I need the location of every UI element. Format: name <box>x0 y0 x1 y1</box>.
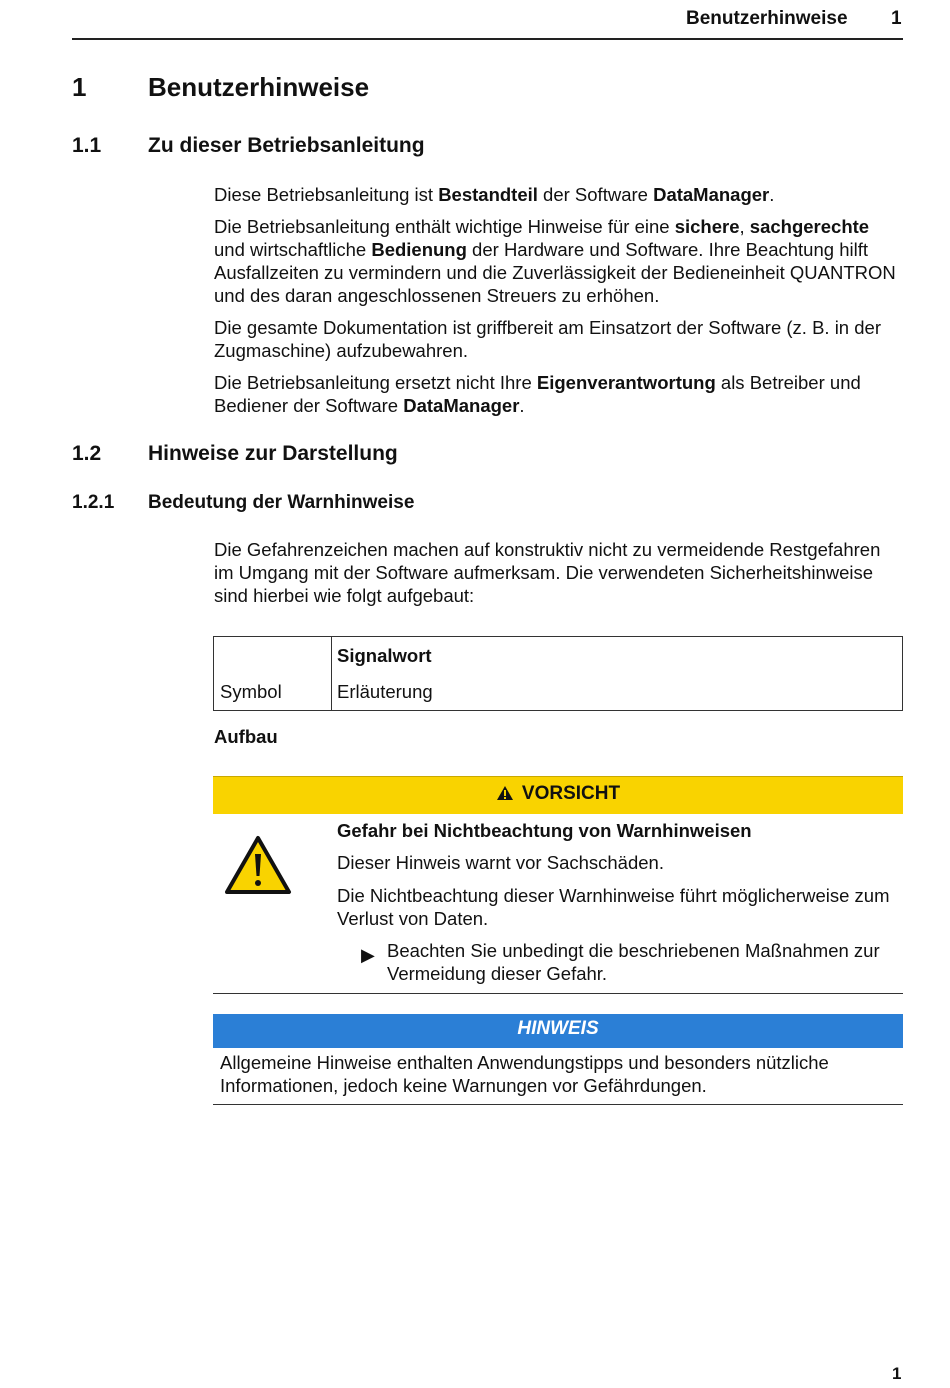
warning-intro-paragraph: Die Gefahrenzeichen machen auf konstruktiv nicht zu vermeidende Restgefahren im Umgang mit der Software aufmerksam. Die verwendeten Sicherheitshinweise sind hierbei wie folgt aufgebaut: <box>214 539 881 606</box>
structure-table <box>213 636 903 711</box>
note-text: Allgemeine Hinweise enthalten Anwendungstipps und besonders nützliche Informationen, jedoch keine Warnungen vor Gefährdungen. <box>220 1052 829 1096</box>
section-1-1-title: Zu dieser Betriebsanleitung <box>148 134 425 157</box>
signal-word-cell: Signalwort <box>337 645 432 666</box>
note-label: HINWEIS <box>517 1018 599 1039</box>
caution-action-text: Beachten Sie unbedingt die beschriebenen Maßnahmen zur Vermeidung dieser Gefahr. <box>387 940 880 984</box>
table-caption: Aufbau <box>214 726 278 747</box>
warning-triangle-icon <box>224 835 292 895</box>
paragraph-3: Die gesamte Dokumentation ist griffbereit am Einsatzort der Software (z. B. in der Zugmaschine) aufzubewahren. <box>214 317 881 361</box>
section-1-2-number: 1.2 <box>72 442 102 465</box>
action-bullet-icon: ▶ <box>361 945 375 965</box>
caution-label: VORSICHT <box>213 783 903 805</box>
note-banner <box>213 1014 903 1048</box>
section-1-1-number: 1.1 <box>72 134 102 157</box>
note-bottom-rule <box>213 1104 903 1105</box>
caution-heading: Gefahr bei Nichtbeachtung von Warnhinweisen <box>337 820 752 841</box>
paragraph-2: Die Betriebsanleitung enthält wichtige Hinweise für eine sichere, sachgerechte und wirtschaftliche Bedienung der Hardware und Software. Ihre Beachtung hilft Ausfallzeiten zu vermindern und die Zuverlässigkeit der Bedieneinheit QUANTRON und des daran angeschlossenen Streuers zu erhöhen. <box>214 216 896 306</box>
header-rule <box>72 38 903 40</box>
header-title: Benutzerhinweise <box>686 8 848 29</box>
symbol-cell: Symbol <box>220 681 282 702</box>
paragraph-4: Die Betriebsanleitung ersetzt nicht Ihre Eigenverantwortung als Betreiber und Bediener der Software DataManager. <box>214 372 861 416</box>
caution-bottom-rule <box>213 993 903 994</box>
caution-text-2: Die Nichtbeachtung dieser Warnhinweise führt möglicherweise zum Verlust von Daten. <box>337 885 890 929</box>
explanation-cell: Erläuterung <box>337 681 433 702</box>
chapter-title: Benutzerhinweise <box>148 72 370 102</box>
table-divider <box>331 637 332 710</box>
section-1-2-1-number: 1.2.1 <box>72 492 115 513</box>
section-1-2-1-title: Bedeutung der Warnhinweise <box>148 492 415 513</box>
page-number: 1 <box>892 1364 902 1383</box>
caution-text-1: Dieser Hinweis warnt vor Sachschäden. <box>337 852 664 873</box>
paragraph-1: Diese Betriebsanleitung ist Bestandteil der Software DataManager. <box>214 184 775 205</box>
chapter-number: 1 <box>72 72 87 102</box>
caution-banner <box>213 776 903 814</box>
section-1-2-title: Hinweise zur Darstellung <box>148 442 398 465</box>
header-chapter-number: 1 <box>891 8 902 29</box>
small-warning-icon <box>496 785 514 801</box>
